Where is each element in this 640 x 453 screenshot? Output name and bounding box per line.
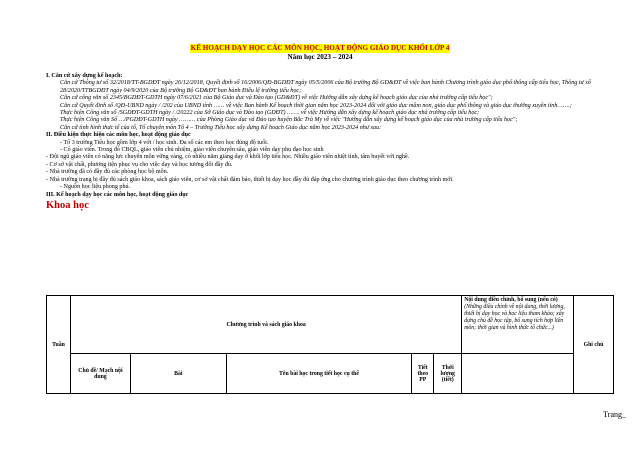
section1-item: Căn cứ tình hình thực tế của tổ, Tổ chuyên môn Tổ 4 – Trường Tiểu học xây dựng Kế hoạch Giáo dục năm học 2023-2024 như sau:	[60, 124, 382, 131]
header-lesson-name: Tên bài học trong tiết học cụ thể	[226, 354, 412, 394]
section3-heading: III. Kế hoạch dạy học các môn học, hoạt động giáo dục	[46, 191, 189, 198]
section2-item: - Đội ngũ giáo viên có năng lực chuyên môn vững vàng, có nhiều năm giảng dạy ở khối lớp tiểu học. Nhiều giáo viên nhiệt tình, tâm huyết với nghề.	[46, 154, 410, 161]
section1-item: Căn cứ Quyết định số /QĐ-UBND ngày / /202 của UBND tỉnh …… về việc Ban hành Kế hoạch thời gian năm học 2023-2024 đối với giáo dục mầm non, giáo dục phổ thông và giáo dục thường xuyên tỉnh…….;	[60, 102, 572, 109]
page-footer: Trang_	[603, 410, 626, 419]
header-duration: Thời lượng (tiết)	[434, 354, 462, 394]
header-adjustment	[462, 296, 574, 354]
section2-item: - Nhà trường trang bị đầy đủ sách giáo khoa, sách giáo viên, cơ sở vật chất đảm bảo, thiết bị dạy học đầy đủ đáp ứng cho chương trình giáo dục theo chương trình mới.	[46, 176, 454, 183]
section1-heading: I. Căn cứ xây dựng kế hoạch:	[46, 73, 123, 79]
document-body	[46, 73, 606, 212]
header-week: Tuần	[47, 296, 71, 394]
section2-item: - Có giáo viên. Trong đó CBQL, giáo viên chủ nhiệm, giáo viên chuyên sâu, giáo viên dạy phụ đạo học sinh	[60, 147, 324, 154]
header-topic: Chủ đề/ Mạch nội dung	[70, 354, 130, 394]
adjustment-note: (Những điều chỉnh về nội dung, thời lượng, thiết bị dạy học và học liệu tham khảo; xây dựng chủ đề học tập, bổ sung tích hợp liên môn; thời gian và hình thức tổ chức...)	[464, 304, 565, 331]
section1-item: Căn cứ Thông tư số 32/2018/TT-BGDĐT ngày 26/12/2018, Quyết định số 16/2006/QĐ-BGDĐT ngày 05/5/2006 của Bộ trưởng Bộ GD&ĐT về việc ban hành Chương trình giáo dục phổ thông cấp tiểu học, Thông tư số 28/2020/TTBGDĐT ngày 04/9/2020 của Bộ trưởng Bộ GD&ĐT ban hành Điều lệ trường tiểu học;	[60, 80, 591, 94]
section2-item: - Nhà trường đã có đầy đủ các phòng học bộ môn.	[46, 169, 169, 176]
section2-heading: II. Điều kiện thực hiện các môn học, hoạt động giáo dục	[46, 132, 191, 139]
section1-item: Thực hiện Công văn số /SGDĐT-GDTH ngày / /20222 của Sở Giáo dục và Đào tạo (GDĐT) ……. về việc Hướng dẫn xây dựng kế hoạch giáo dục nhà trường cấp tiểu học;	[60, 110, 480, 117]
table-subheader-row	[47, 354, 614, 394]
subject-heading: Khoa học	[46, 199, 89, 211]
header-note: Ghi chú	[574, 296, 614, 394]
section2-item: - Tổ 3 trường Tiểu học gồm lớp 4 với / học sinh. Đa số các em theo học đúng độ tuổi.	[60, 139, 269, 146]
section1-item: Căn cứ công văn số 2345/BGDĐT-GDTH ngày 07/6/2021 của Bộ Giáo dục và Đào tạo (GD&ĐT) về việc Hướng dẫn xây dựng kế hoạch giáo dục của nhà trường cấp tiểu học";	[60, 95, 493, 102]
document-title-block	[0, 44, 640, 62]
adjustment-title: Nội dung điều chỉnh, bổ sung (nếu có)	[464, 297, 558, 303]
header-lesson: Bài	[130, 354, 226, 394]
header-adjustment-empty	[462, 354, 574, 394]
section1-item: Thực hiện Công văn Số …/PGDĐT-GDTH ngày ……… của Phòng Giáo dục và Đào tạo huyện Bắc Trà My về việc "Hướng dẫn xây dựng kế hoạch giáo dục của nhà trường cấp tiểu học";	[60, 117, 518, 124]
section2-item: - Cơ sở vật chất, phương tiện phục vụ cho việc dạy và học tương đối đầy đủ.	[46, 161, 233, 168]
table-header-row	[47, 296, 614, 354]
header-program: Chương trình và sách giáo khoa	[70, 296, 461, 354]
section2-item: - Nguồn học liệu phong phú.	[60, 184, 131, 191]
header-period: Tiết theo PP	[412, 354, 434, 394]
school-year: Năm học 2023 – 2024	[287, 53, 353, 61]
document-title: KẾ HOẠCH DẠY HỌC CÁC MÔN HỌC, HOẠT ĐỘNG GIÁO DỤC KHỐI LỚP 4	[190, 44, 450, 52]
lesson-plan-table	[46, 295, 614, 394]
